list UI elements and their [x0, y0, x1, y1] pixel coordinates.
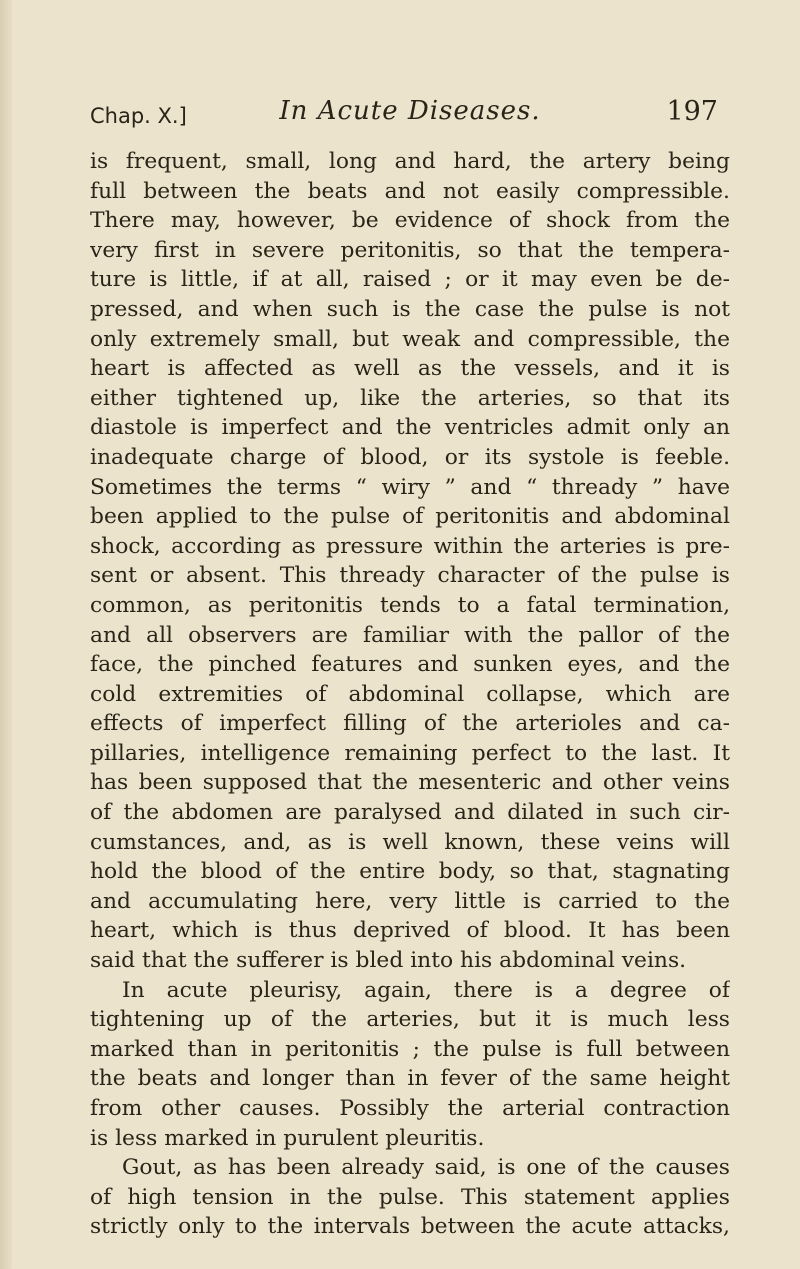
text-line: Gout, as has been already said, is one of the causes	[122, 1155, 730, 1181]
text-line: marked than in peritonitis ; the pulse is full between	[90, 1036, 730, 1062]
text-line: shock, according as pressure within the arteries is pre-	[90, 533, 730, 559]
text-line: only extremely small, but weak and compressible, the	[90, 326, 730, 352]
text-line: sent or absent. This thready character of the pulse is	[90, 563, 730, 589]
text-line: is frequent, small, long and hard, the artery being	[90, 149, 730, 174]
text-line: Sometimes the terms “ wiry ” and “ thready ” have	[90, 474, 730, 500]
text-line: been applied to the pulse of peritonitis and abdominal	[90, 504, 730, 530]
text-line: heart is affected as well as the vessels, and it is	[90, 356, 730, 382]
text-line: pressed, and when such is the case the pulse is not	[90, 296, 730, 322]
running-title: In Acute Diseases.	[279, 96, 541, 126]
text-line: face, the pinched features and sunken eyes, and the	[90, 652, 730, 678]
text-line: and all observers are familiar with the pallor of the	[90, 622, 730, 648]
text-line: the beats and longer than in fever of the same height	[90, 1066, 730, 1092]
text-line: said that the sufferer is bled into his abdominal veins.	[90, 948, 687, 974]
text-line: of the abdomen are paralysed and dilated in such cir-	[90, 800, 730, 826]
page-header	[90, 96, 730, 136]
text-line: full between the beats and not easily compressible.	[90, 178, 730, 204]
page-number: 197	[666, 96, 718, 127]
text-line: common, as peritonitis tends to a fatal termination,	[90, 592, 730, 618]
text-line: tightening up of the arteries, but it is much less	[90, 1007, 730, 1033]
text-line: hold the blood of the entire body, so that, stagnating	[90, 859, 730, 885]
text-line: is less marked in purulent pleuritis.	[90, 1125, 485, 1151]
text-line: cumstances, and, as is well known, these veins will	[90, 829, 730, 855]
text-line: of high tension in the pulse. This statement applies	[90, 1184, 730, 1210]
text-line: heart, which is thus deprived of blood. It has been	[90, 918, 730, 944]
text-line: effects of imperfect filling of the arterioles and ca-	[90, 711, 730, 737]
text-line: There may, however, be evidence of shock from the	[90, 208, 730, 234]
text-line: ture is little, if at all, raised ; or it may even be de-	[90, 267, 730, 293]
text-line: inadequate charge of blood, or its systole is feeble.	[90, 444, 730, 470]
text-line: very first in severe peritonitis, so that the tempera-	[90, 237, 730, 263]
text-line: either tightened up, like the arteries, so that its	[90, 385, 730, 411]
text-line: diastole is imperfect and the ventricles admit only an	[90, 415, 730, 441]
text-line: cold extremities of abdominal collapse, which are	[90, 681, 730, 707]
text-line: from other causes. Possibly the arterial contraction	[90, 1096, 730, 1121]
text-line: strictly only to the intervals between the acute attacks,	[90, 1214, 730, 1240]
text-line: and accumulating here, very little is carried to the	[90, 888, 730, 914]
text-line: In acute pleurisy, again, there is a degree of	[122, 977, 730, 1003]
page-edge	[0, 0, 12, 1269]
text-line: has been supposed that the mesenteric and other veins	[90, 770, 730, 796]
chapter-label: Chap. X.]	[90, 104, 187, 128]
text-line: pillaries, intelligence remaining perfect to the last. It	[90, 740, 730, 766]
body-text	[90, 147, 730, 1242]
